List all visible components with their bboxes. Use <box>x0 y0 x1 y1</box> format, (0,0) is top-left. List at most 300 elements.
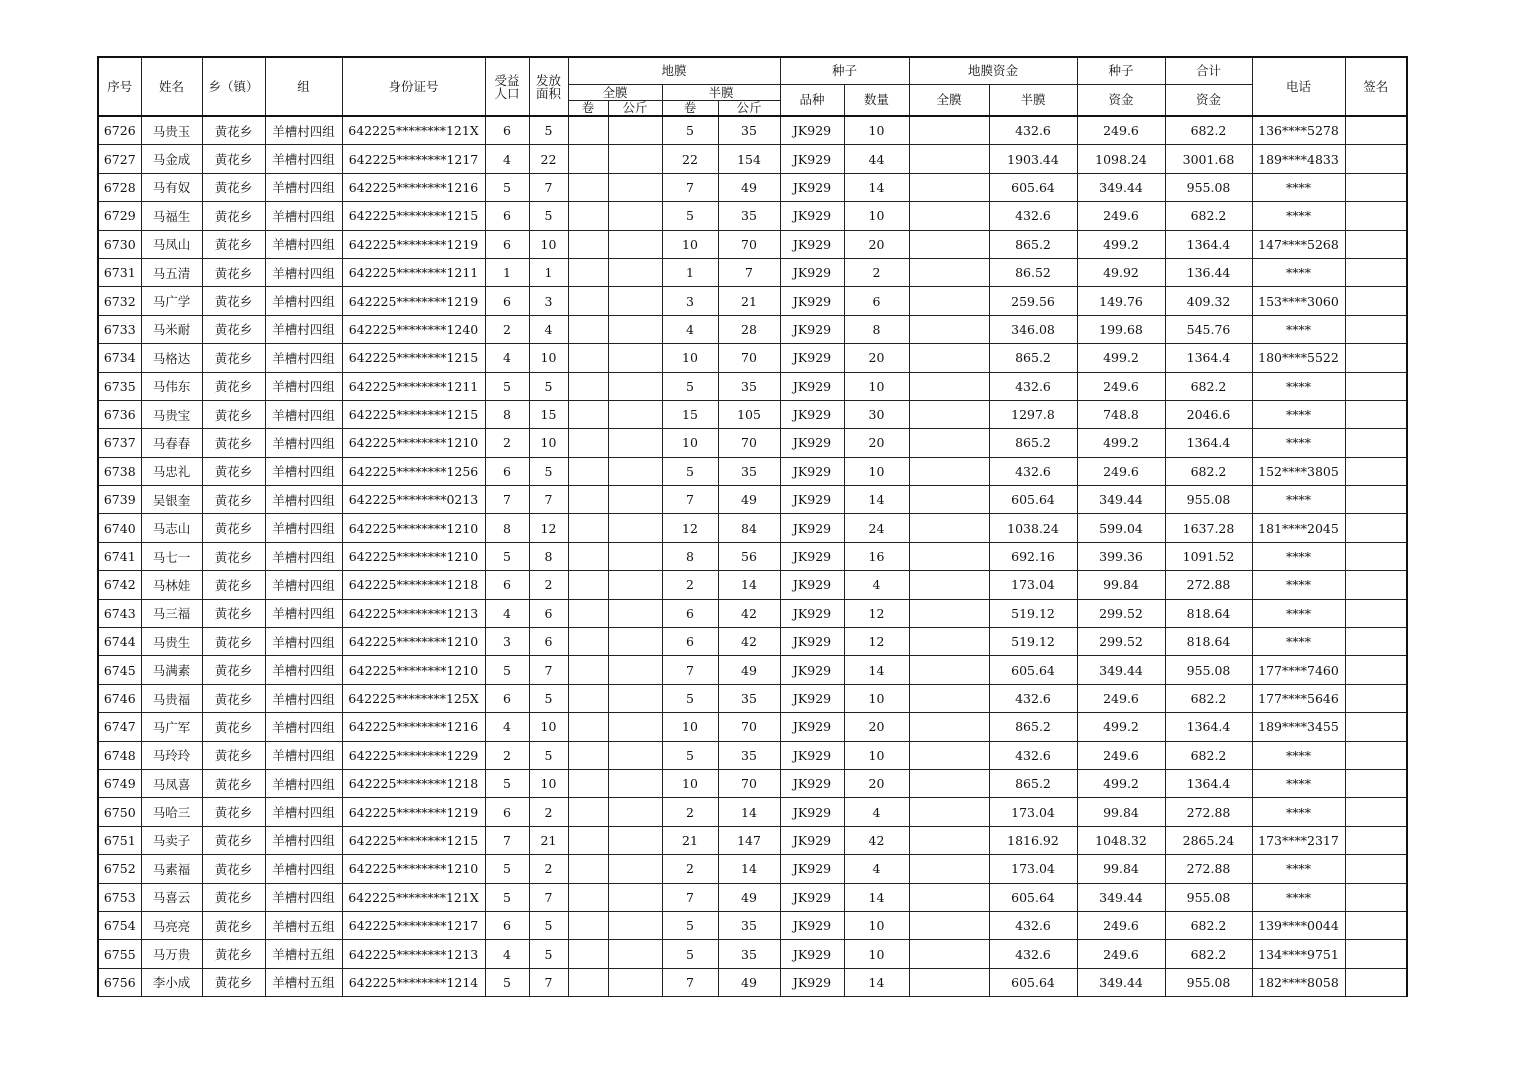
table-row <box>98 855 1407 883</box>
cell-phone: 182****8058 <box>1252 968 1345 996</box>
cell-phone: **** <box>1252 400 1345 428</box>
cell-id-card: 642225********1215 <box>342 202 485 230</box>
cell-half-kg: 105 <box>718 400 780 428</box>
cell-seq: 6755 <box>98 940 141 968</box>
cell-name: 马满素 <box>141 656 202 684</box>
header-half-roll: 卷 <box>662 100 718 116</box>
cell-variety: JK929 <box>780 684 844 712</box>
cell-full-kg <box>608 599 662 627</box>
cell-half-kg: 7 <box>718 258 780 286</box>
cell-group: 羊槽村四组 <box>265 684 342 712</box>
cell-area: 4 <box>529 315 568 343</box>
cell-sign <box>1345 628 1407 656</box>
cell-seed-funds: 249.6 <box>1077 741 1165 769</box>
cell-half-kg: 35 <box>718 741 780 769</box>
cell-total: 682.2 <box>1165 741 1252 769</box>
cell-full-roll <box>568 599 608 627</box>
cell-id-card: 642225********1210 <box>342 542 485 570</box>
cell-beneficiaries: 4 <box>485 344 529 372</box>
cell-sign <box>1345 940 1407 968</box>
cell-half-roll: 10 <box>662 344 718 372</box>
cell-funds-half: 865.2 <box>989 713 1077 741</box>
header-town: 乡（镇） <box>202 57 265 116</box>
cell-half-roll: 5 <box>662 116 718 145</box>
cell-sign <box>1345 741 1407 769</box>
cell-total: 682.2 <box>1165 202 1252 230</box>
cell-total: 2046.6 <box>1165 400 1252 428</box>
cell-name: 马卖子 <box>141 826 202 854</box>
cell-funds-half: 865.2 <box>989 344 1077 372</box>
cell-id-card: 642225********1213 <box>342 940 485 968</box>
cell-id-card: 642225********1216 <box>342 173 485 201</box>
cell-seed-funds: 149.76 <box>1077 287 1165 315</box>
cell-variety: JK929 <box>780 429 844 457</box>
cell-sign <box>1345 230 1407 258</box>
cell-seed-funds: 599.04 <box>1077 514 1165 542</box>
header-funds-full: 全膜 <box>909 84 989 116</box>
cell-variety: JK929 <box>780 400 844 428</box>
cell-funds-half: 605.64 <box>989 173 1077 201</box>
header-film: 地膜 <box>568 57 780 84</box>
cell-id-card: 642225********1217 <box>342 911 485 939</box>
cell-seq: 6740 <box>98 514 141 542</box>
cell-seq: 6744 <box>98 628 141 656</box>
cell-funds-half: 605.64 <box>989 968 1077 996</box>
cell-phone: 153****3060 <box>1252 287 1345 315</box>
table-row <box>98 911 1407 939</box>
cell-variety: JK929 <box>780 486 844 514</box>
cell-funds-half: 173.04 <box>989 798 1077 826</box>
header-seq: 序号 <box>98 57 141 116</box>
cell-half-roll: 5 <box>662 202 718 230</box>
cell-beneficiaries: 3 <box>485 628 529 656</box>
cell-quantity: 30 <box>844 400 909 428</box>
cell-quantity: 2 <box>844 258 909 286</box>
cell-name: 马贵玉 <box>141 116 202 145</box>
table-row <box>98 940 1407 968</box>
cell-phone: **** <box>1252 202 1345 230</box>
cell-phone: 147****5268 <box>1252 230 1345 258</box>
table-row <box>98 713 1407 741</box>
cell-town: 黄花乡 <box>202 628 265 656</box>
cell-total: 955.08 <box>1165 173 1252 201</box>
cell-half-kg: 49 <box>718 486 780 514</box>
cell-sign <box>1345 486 1407 514</box>
cell-group: 羊槽村四组 <box>265 571 342 599</box>
cell-seed-funds: 299.52 <box>1077 599 1165 627</box>
cell-town: 黄花乡 <box>202 457 265 485</box>
cell-phone: 181****2045 <box>1252 514 1345 542</box>
cell-sign <box>1345 202 1407 230</box>
cell-sign <box>1345 457 1407 485</box>
cell-group: 羊槽村四组 <box>265 486 342 514</box>
cell-sign <box>1345 599 1407 627</box>
cell-full-kg <box>608 287 662 315</box>
cell-funds-full <box>909 287 989 315</box>
cell-half-roll: 5 <box>662 741 718 769</box>
cell-name: 马福生 <box>141 202 202 230</box>
cell-id-card: 642225********1217 <box>342 145 485 173</box>
cell-beneficiaries: 6 <box>485 571 529 599</box>
cell-full-kg <box>608 258 662 286</box>
cell-beneficiaries: 6 <box>485 798 529 826</box>
cell-full-kg <box>608 883 662 911</box>
cell-full-roll <box>568 542 608 570</box>
cell-variety: JK929 <box>780 457 844 485</box>
cell-phone: **** <box>1252 258 1345 286</box>
cell-town: 黄花乡 <box>202 514 265 542</box>
cell-full-kg <box>608 741 662 769</box>
cell-half-roll: 15 <box>662 400 718 428</box>
cell-quantity: 10 <box>844 940 909 968</box>
cell-area: 21 <box>529 826 568 854</box>
cell-id-card: 642225********1219 <box>342 798 485 826</box>
cell-funds-full <box>909 202 989 230</box>
cell-seed-funds: 249.6 <box>1077 684 1165 712</box>
cell-half-kg: 21 <box>718 287 780 315</box>
cell-id-card: 642225********1240 <box>342 315 485 343</box>
cell-sign <box>1345 826 1407 854</box>
cell-total: 272.88 <box>1165 855 1252 883</box>
cell-quantity: 20 <box>844 713 909 741</box>
cell-variety: JK929 <box>780 315 844 343</box>
cell-full-roll <box>568 826 608 854</box>
cell-seq: 6747 <box>98 713 141 741</box>
cell-total: 682.2 <box>1165 940 1252 968</box>
header-variety: 品种 <box>780 84 844 116</box>
cell-variety: JK929 <box>780 713 844 741</box>
cell-half-roll: 10 <box>662 429 718 457</box>
cell-total: 272.88 <box>1165 798 1252 826</box>
cell-total: 682.2 <box>1165 116 1252 145</box>
cell-funds-full <box>909 344 989 372</box>
cell-area: 7 <box>529 968 568 996</box>
cell-group: 羊槽村四组 <box>265 599 342 627</box>
cell-funds-half: 1816.92 <box>989 826 1077 854</box>
cell-town: 黄花乡 <box>202 855 265 883</box>
cell-beneficiaries: 7 <box>485 486 529 514</box>
cell-half-kg: 84 <box>718 514 780 542</box>
cell-half-kg: 49 <box>718 883 780 911</box>
cell-half-roll: 4 <box>662 315 718 343</box>
cell-half-roll: 5 <box>662 940 718 968</box>
cell-quantity: 12 <box>844 599 909 627</box>
cell-quantity: 14 <box>844 968 909 996</box>
cell-half-kg: 35 <box>718 911 780 939</box>
cell-phone: **** <box>1252 798 1345 826</box>
cell-beneficiaries: 5 <box>485 372 529 400</box>
cell-half-kg: 70 <box>718 344 780 372</box>
cell-phone: 139****0044 <box>1252 911 1345 939</box>
cell-group: 羊槽村四组 <box>265 826 342 854</box>
cell-funds-half: 865.2 <box>989 230 1077 258</box>
cell-seed-funds: 199.68 <box>1077 315 1165 343</box>
cell-beneficiaries: 4 <box>485 145 529 173</box>
cell-total: 1637.28 <box>1165 514 1252 542</box>
cell-funds-full <box>909 145 989 173</box>
table-row <box>98 457 1407 485</box>
cell-id-card: 642225********1210 <box>342 429 485 457</box>
cell-half-kg: 49 <box>718 173 780 201</box>
cell-name: 马伟东 <box>141 372 202 400</box>
cell-full-roll <box>568 883 608 911</box>
cell-full-kg <box>608 202 662 230</box>
cell-group: 羊槽村四组 <box>265 202 342 230</box>
cell-area: 2 <box>529 855 568 883</box>
cell-seed-funds: 299.52 <box>1077 628 1165 656</box>
cell-total: 1364.4 <box>1165 429 1252 457</box>
table-row <box>98 486 1407 514</box>
cell-funds-full <box>909 656 989 684</box>
cell-variety: JK929 <box>780 883 844 911</box>
cell-full-kg <box>608 400 662 428</box>
cell-funds-half: 432.6 <box>989 741 1077 769</box>
cell-half-kg: 35 <box>718 116 780 145</box>
cell-phone: **** <box>1252 628 1345 656</box>
cell-town: 黄花乡 <box>202 315 265 343</box>
cell-group: 羊槽村四组 <box>265 372 342 400</box>
table-row <box>98 599 1407 627</box>
cell-group: 羊槽村四组 <box>265 315 342 343</box>
cell-area: 15 <box>529 400 568 428</box>
cell-full-roll <box>568 741 608 769</box>
cell-full-roll <box>568 145 608 173</box>
cell-area: 5 <box>529 684 568 712</box>
header-film-funds: 地膜资金 <box>909 57 1077 84</box>
cell-id-card: 642225********1219 <box>342 230 485 258</box>
cell-sign <box>1345 344 1407 372</box>
cell-area: 7 <box>529 883 568 911</box>
cell-name: 马亮亮 <box>141 911 202 939</box>
cell-town: 黄花乡 <box>202 400 265 428</box>
cell-funds-half: 432.6 <box>989 202 1077 230</box>
cell-phone: 177****7460 <box>1252 656 1345 684</box>
cell-funds-half: 432.6 <box>989 457 1077 485</box>
cell-funds-full <box>909 713 989 741</box>
cell-name: 李小成 <box>141 968 202 996</box>
cell-variety: JK929 <box>780 940 844 968</box>
cell-town: 黄花乡 <box>202 486 265 514</box>
cell-half-kg: 56 <box>718 542 780 570</box>
cell-phone: **** <box>1252 486 1345 514</box>
cell-sign <box>1345 116 1407 145</box>
cell-half-kg: 35 <box>718 940 780 968</box>
cell-sign <box>1345 400 1407 428</box>
table-row <box>98 230 1407 258</box>
cell-variety: JK929 <box>780 230 844 258</box>
cell-name: 马春春 <box>141 429 202 457</box>
cell-funds-full <box>909 769 989 797</box>
cell-group: 羊槽村四组 <box>265 457 342 485</box>
cell-variety: JK929 <box>780 855 844 883</box>
cell-seq: 6738 <box>98 457 141 485</box>
cell-group: 羊槽村四组 <box>265 116 342 145</box>
cell-funds-full <box>909 486 989 514</box>
cell-seq: 6743 <box>98 599 141 627</box>
cell-quantity: 10 <box>844 457 909 485</box>
cell-total: 955.08 <box>1165 486 1252 514</box>
header-id-card: 身份证号 <box>342 57 485 116</box>
cell-id-card: 642225********1229 <box>342 741 485 769</box>
cell-seed-funds: 349.44 <box>1077 883 1165 911</box>
cell-total: 955.08 <box>1165 656 1252 684</box>
cell-sign <box>1345 315 1407 343</box>
cell-beneficiaries: 2 <box>485 741 529 769</box>
cell-total: 409.32 <box>1165 287 1252 315</box>
cell-name: 马格达 <box>141 344 202 372</box>
cell-variety: JK929 <box>780 968 844 996</box>
cell-phone: **** <box>1252 372 1345 400</box>
cell-group: 羊槽村四组 <box>265 883 342 911</box>
cell-half-roll: 10 <box>662 230 718 258</box>
cell-group: 羊槽村四组 <box>265 344 342 372</box>
cell-beneficiaries: 5 <box>485 769 529 797</box>
cell-half-roll: 6 <box>662 628 718 656</box>
cell-town: 黄花乡 <box>202 968 265 996</box>
cell-group: 羊槽村四组 <box>265 287 342 315</box>
cell-area: 22 <box>529 145 568 173</box>
cell-full-kg <box>608 968 662 996</box>
cell-full-roll <box>568 202 608 230</box>
cell-town: 黄花乡 <box>202 656 265 684</box>
cell-id-card: 642225********1214 <box>342 968 485 996</box>
cell-town: 黄花乡 <box>202 713 265 741</box>
cell-name: 马贵宝 <box>141 400 202 428</box>
cell-sign <box>1345 287 1407 315</box>
cell-funds-full <box>909 542 989 570</box>
cell-quantity: 10 <box>844 741 909 769</box>
cell-beneficiaries: 2 <box>485 315 529 343</box>
cell-sign <box>1345 372 1407 400</box>
cell-funds-full <box>909 457 989 485</box>
cell-half-kg: 147 <box>718 826 780 854</box>
cell-area: 12 <box>529 514 568 542</box>
cell-half-roll: 2 <box>662 798 718 826</box>
cell-full-kg <box>608 940 662 968</box>
cell-half-roll: 7 <box>662 883 718 911</box>
cell-funds-full <box>909 429 989 457</box>
cell-sign <box>1345 571 1407 599</box>
cell-area: 8 <box>529 542 568 570</box>
cell-town: 黄花乡 <box>202 940 265 968</box>
cell-area: 7 <box>529 486 568 514</box>
cell-funds-half: 605.64 <box>989 883 1077 911</box>
cell-total: 955.08 <box>1165 883 1252 911</box>
header-seed: 种子 <box>780 57 909 84</box>
cell-phone: 177****5646 <box>1252 684 1345 712</box>
cell-name: 马五清 <box>141 258 202 286</box>
cell-variety: JK929 <box>780 145 844 173</box>
cell-name: 吴银奎 <box>141 486 202 514</box>
cell-area: 5 <box>529 911 568 939</box>
cell-area: 3 <box>529 287 568 315</box>
cell-phone: **** <box>1252 883 1345 911</box>
cell-phone: 189****3455 <box>1252 713 1345 741</box>
cell-total: 682.2 <box>1165 372 1252 400</box>
cell-seed-funds: 99.84 <box>1077 855 1165 883</box>
cell-sign <box>1345 258 1407 286</box>
cell-beneficiaries: 6 <box>485 116 529 145</box>
cell-half-roll: 8 <box>662 542 718 570</box>
cell-sign <box>1345 429 1407 457</box>
cell-town: 黄花乡 <box>202 599 265 627</box>
cell-half-kg: 49 <box>718 656 780 684</box>
cell-half-roll: 2 <box>662 855 718 883</box>
table-header <box>98 57 1407 116</box>
cell-beneficiaries: 6 <box>485 457 529 485</box>
cell-variety: JK929 <box>780 571 844 599</box>
cell-funds-full <box>909 883 989 911</box>
cell-full-kg <box>608 542 662 570</box>
cell-funds-half: 259.56 <box>989 287 1077 315</box>
table-row <box>98 202 1407 230</box>
header-total-top: 合计 <box>1165 57 1252 84</box>
cell-full-kg <box>608 514 662 542</box>
cell-beneficiaries: 6 <box>485 230 529 258</box>
cell-seed-funds: 399.36 <box>1077 542 1165 570</box>
cell-seq: 6751 <box>98 826 141 854</box>
cell-seed-funds: 99.84 <box>1077 571 1165 599</box>
cell-half-roll: 7 <box>662 173 718 201</box>
cell-name: 马哈三 <box>141 798 202 826</box>
cell-full-kg <box>608 713 662 741</box>
cell-quantity: 14 <box>844 486 909 514</box>
cell-full-roll <box>568 344 608 372</box>
header-sign: 签名 <box>1345 57 1407 116</box>
cell-full-kg <box>608 769 662 797</box>
cell-full-roll <box>568 173 608 201</box>
cell-funds-half: 519.12 <box>989 628 1077 656</box>
cell-total: 1091.52 <box>1165 542 1252 570</box>
cell-town: 黄花乡 <box>202 116 265 145</box>
cell-seed-funds: 249.6 <box>1077 911 1165 939</box>
cell-total: 3001.68 <box>1165 145 1252 173</box>
cell-full-roll <box>568 315 608 343</box>
cell-sign <box>1345 145 1407 173</box>
cell-name: 马金成 <box>141 145 202 173</box>
cell-seed-funds: 349.44 <box>1077 173 1165 201</box>
cell-phone: 180****5522 <box>1252 344 1345 372</box>
cell-variety: JK929 <box>780 599 844 627</box>
table-row <box>98 315 1407 343</box>
cell-full-roll <box>568 258 608 286</box>
cell-seq: 6742 <box>98 571 141 599</box>
cell-phone: **** <box>1252 542 1345 570</box>
cell-funds-half: 346.08 <box>989 315 1077 343</box>
cell-half-roll: 2 <box>662 571 718 599</box>
cell-area: 7 <box>529 656 568 684</box>
cell-quantity: 10 <box>844 116 909 145</box>
cell-seq: 6728 <box>98 173 141 201</box>
cell-beneficiaries: 6 <box>485 911 529 939</box>
cell-seq: 6752 <box>98 855 141 883</box>
cell-town: 黄花乡 <box>202 826 265 854</box>
cell-sign <box>1345 713 1407 741</box>
cell-half-kg: 35 <box>718 457 780 485</box>
cell-beneficiaries: 2 <box>485 429 529 457</box>
cell-variety: JK929 <box>780 258 844 286</box>
cell-id-card: 642225********121X <box>342 116 485 145</box>
distribution-table <box>97 56 1408 997</box>
cell-quantity: 20 <box>844 429 909 457</box>
cell-town: 黄花乡 <box>202 372 265 400</box>
cell-variety: JK929 <box>780 116 844 145</box>
cell-full-kg <box>608 486 662 514</box>
table-row <box>98 344 1407 372</box>
table-row <box>98 968 1407 996</box>
table-row <box>98 287 1407 315</box>
cell-seq: 6737 <box>98 429 141 457</box>
